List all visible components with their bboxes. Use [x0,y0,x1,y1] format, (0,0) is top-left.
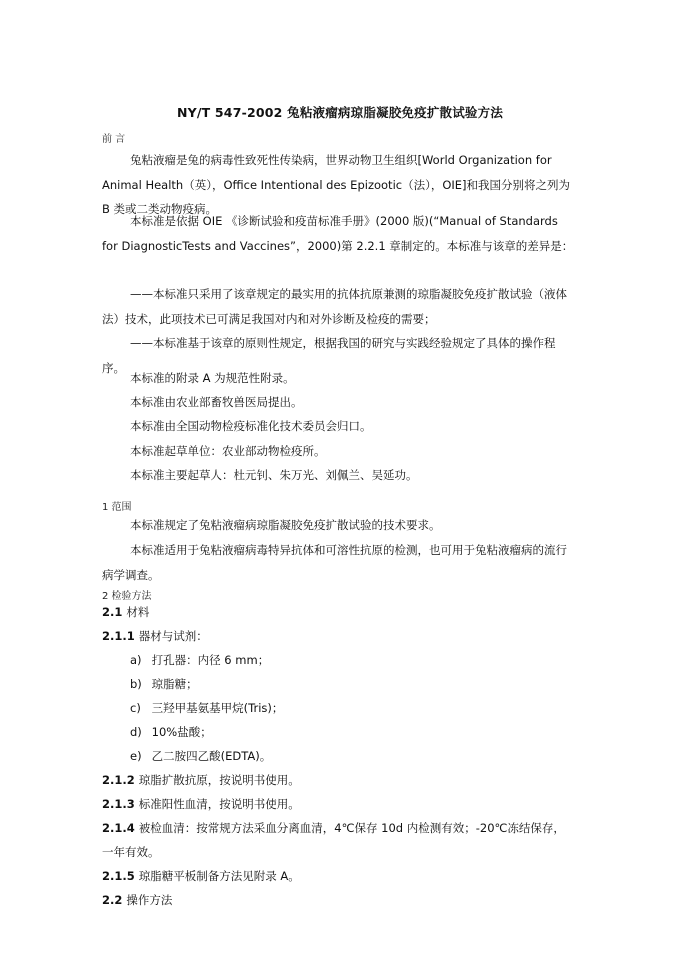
section-2-2 [102,892,172,908]
list-item-text: 乙二胺四乙酸(EDTA)。 [151,749,272,763]
scope-heading: 1 范围 [102,502,132,513]
foreword-line: 本标准由农业部畜牧兽医局提出。 [130,395,303,409]
section-2-1-4-continuation: 一年有效。 [102,845,160,859]
section-number: 2.1.2 [102,773,135,787]
document-title: NY/T 547-2002 兔粘液瘤病琼脂凝胶免疫扩散试验方法 [176,105,504,120]
list-item [130,724,212,740]
section-number: 2.1.3 [102,797,135,811]
section-number: 2.1.1 [102,629,135,643]
section-2-1-4 [102,820,565,836]
list-item-label: a) [130,653,142,667]
foreword-line: 本标准由全国动物检疫标准化技术委员会归口。 [130,419,372,433]
section-text: 器材与试剂： [138,629,208,643]
list-item [130,652,269,668]
section-number: 2.2 [102,893,123,907]
section-number: 2.1 [102,605,123,619]
scope-paragraph [102,513,574,538]
list-item-label: c) [130,701,141,715]
list-item-text: 三羟甲基氨基甲烷(Tris)； [151,701,284,715]
list-item-label: d) [130,725,142,739]
foreword-paragraph-text: 兔粘液瘤是兔的病毒性致死性传染病，世界动物卫生组织[World Organization for Animal Health（英），Office Intentional des Epizootic（法），OIE]和我国分别将之列为 B 类或二类动物疫病。 [102,153,571,216]
methods-heading: 2 检验方法 [102,591,152,602]
foreword-line: 本标准起草单位：农业部动物检疫所。 [130,444,326,458]
foreword-paragraph-text: ——本标准基于该章的原则性规定，根据我国的研究与实践经验规定了具体的操作程序。 [102,336,556,375]
foreword-paragraph [102,209,574,258]
scope-paragraph-text: 本标准规定了兔粘液瘤病琼脂凝胶免疫扩散试验的技术要求。 [130,518,441,532]
section-text: 琼脂糖平板制备方法见附录 A。 [138,869,300,883]
foreword-line: 本标准的附录 A 为规范性附录。 [130,371,295,385]
foreword-paragraph-text: ——本标准只采用了该章规定的最实用的抗体抗原兼测的琼脂凝胶免疫扩散试验（液体法）技术，此项技术已可满足我国对内和对外诊断及检疫的需要； [102,287,567,326]
list-item [130,748,271,764]
foreword-paragraph-text: 本标准是依据 OIE 《诊断试验和疫苗标准手册》(2000 版)(“Manual of Standards for DiagnosticTests and Vaccines”，2000)第 2.2.1 章制定的。本标准与该章的差异是： [102,214,574,253]
scope-paragraph [102,538,574,587]
section-2-1-3 [102,796,300,812]
scope-paragraph-text: 本标准适用于兔粘液瘤病毒特异抗体和可溶性抗原的检测，也可用于兔粘液瘤病的流行病学调查。 [102,543,567,582]
foreword-paragraph [102,282,574,331]
list-item-text: 琼脂糖； [151,677,198,691]
section-2-1-1 [102,628,208,644]
section-2-1 [102,604,149,620]
list-item [130,700,283,716]
section-2-1-2 [102,772,300,788]
list-item [130,676,198,692]
foreword-heading: 前 言 [102,134,126,145]
section-text: 标准阳性血清，按说明书使用。 [138,797,300,811]
section-number: 2.1.5 [102,869,135,883]
list-item-label: b) [130,677,142,691]
section-number: 2.1.4 [102,821,135,835]
section-text: 琼脂扩散抗原，按说明书使用。 [138,773,300,787]
section-text: 材料 [126,605,150,619]
section-text: 操作方法 [126,893,173,907]
section-text: 被检血清：按常规方法采血分离血清，4℃保存 10d 内检测有效；-20℃冻结保存， [138,821,565,835]
section-2-1-5 [102,868,300,884]
list-item-text: 10%盐酸； [151,725,212,739]
foreword-line: 本标准主要起草人：杜元钊、朱万光、刘佩兰、吴延功。 [130,468,418,482]
list-item-label: e) [130,749,142,763]
list-item-text: 打孔器：内径 6 mm； [151,653,270,667]
